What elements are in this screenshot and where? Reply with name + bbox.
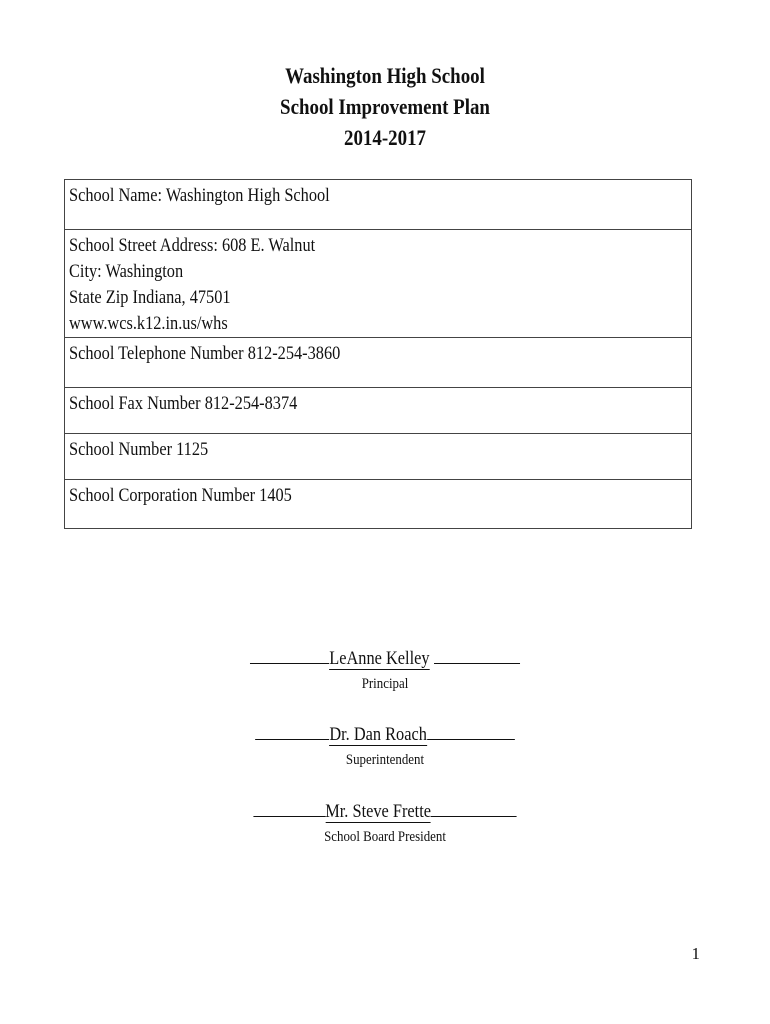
telephone-field: School Telephone Number 812-254-3860 — [69, 343, 341, 364]
table-row — [65, 388, 692, 434]
table-row — [65, 434, 692, 480]
table-row — [65, 338, 692, 388]
plan-years: 2014-2017 — [344, 125, 426, 150]
signature-line — [54, 645, 716, 671]
document-title — [54, 60, 716, 153]
table-row — [65, 180, 692, 230]
website-field: www.wcs.k12.in.us/whs — [69, 313, 228, 334]
plan-title: School Improvement Plan — [280, 94, 490, 119]
fax-field: School Fax Number 812-254-8374 — [69, 393, 298, 414]
state-zip-field: State Zip Indiana, 47501 — [69, 287, 231, 308]
signature-block-superintendent — [0, 721, 770, 770]
signature-line — [54, 721, 716, 747]
corporation-number-field: School Corporation Number 1405 — [69, 485, 292, 506]
signature-rule — [250, 645, 329, 664]
school-number-field: School Number 1125 — [69, 439, 209, 460]
signature-rule — [431, 798, 517, 817]
signature-role: Principal — [361, 676, 409, 692]
signature-rule — [253, 798, 325, 817]
signature-name: Dr. Dan Roach — [329, 724, 427, 745]
signature-rule — [434, 645, 520, 664]
signature-line — [54, 798, 716, 824]
signature-role: Superintendent — [345, 752, 425, 768]
signature-block-principal — [0, 645, 770, 694]
table-row — [65, 480, 692, 529]
school-name-field: School Name: Washington High School — [69, 185, 330, 206]
school-info-table — [64, 179, 692, 529]
signature-role: School Board President — [324, 829, 446, 845]
page-number: 1 — [691, 944, 700, 963]
signature-rule — [255, 721, 329, 740]
table-row — [65, 230, 692, 338]
signature-name: LeAnne Kelley — [329, 648, 430, 669]
street-address-field: School Street Address: 608 E. Walnut — [69, 235, 316, 256]
signature-rule — [427, 721, 515, 740]
school-title: Washington High School — [285, 63, 485, 88]
signature-name: Mr. Steve Frette — [325, 801, 431, 822]
city-field: City: Washington — [69, 261, 184, 282]
signature-block-board-president — [0, 798, 770, 847]
